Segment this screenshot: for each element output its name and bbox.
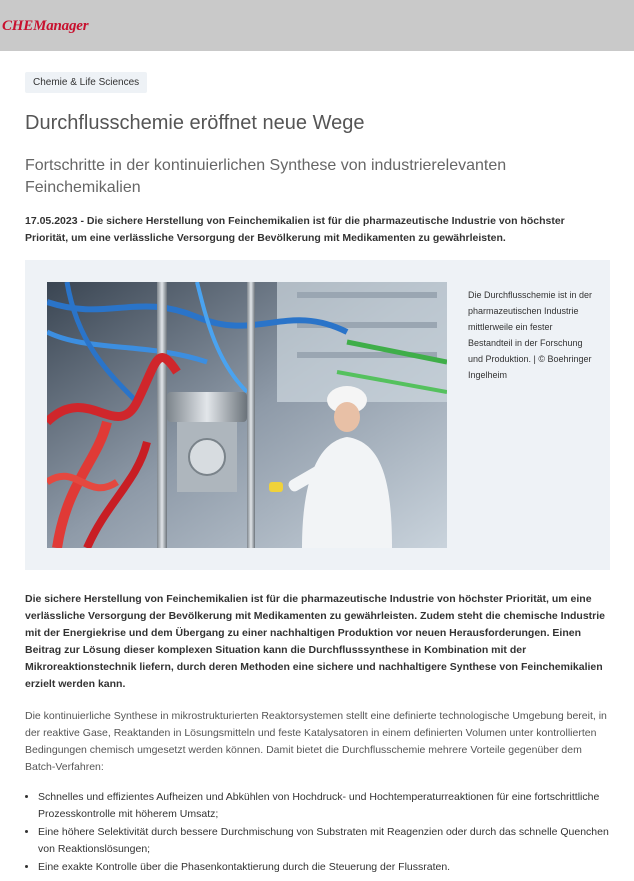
- lab-photo[interactable]: [47, 282, 447, 548]
- figure-caption: Die Durchflusschemie ist in der pharmazeutischen Industrie mittlerweile ein fester Bestandteil in der Forschung und Produktion. | © Boehringer Ingelheim: [468, 290, 593, 380]
- site-logo[interactable]: CHEManager: [2, 18, 89, 34]
- list-item: • Schnelles und effizientes Aufheizen und Abkühlen von Hochdruck- und Hochtemperaturreaktionen für eine fortschrittliche Prozesskontrolle mit höherem Umsatz;: [38, 789, 623, 823]
- article-lead: 17.05.2023 - Die sichere Herstellung von Feinchemikalien ist für die pharmazeutische Industrie von höchster Priorität, um eine verlässliche Versorgung der Bevölkerung mit Medikamenten zu gewährleisten.: [25, 215, 565, 244]
- list-item: • Eine höhere Selektivität durch bessere Durchmischung von Substraten mit Reagenzien oder durch das schnelle Quenchen von Reaktionslösungen;: [38, 824, 623, 858]
- advantages-list: [25, 789, 623, 877]
- article-subtitle: Fortschritte in der kontinuierlichen Synthese von industrierelevanten Feinchemikalien: [25, 157, 507, 196]
- category-tag[interactable]: Chemie & Life Sciences: [25, 72, 147, 93]
- article-paragraph: Die kontinuierliche Synthese in mikrostrukturierten Reaktorsystemen stellt eine definierte technologische Umgebung bereit, in der reaktive Gase, Reaktanden in Lösungsmitteln und feste Katalysatoren in einem definierten Volumen unter kontrollierten Bedingungen chemisch umgesetzt werden können. Damit bietet die Durchflusschemie mehrere Vorteile gegenüber dem Batch-Verfahren:: [25, 710, 607, 773]
- article-figure: [25, 260, 610, 570]
- article-page: [0, 51, 634, 881]
- site-header: [0, 0, 634, 51]
- article-intro: Die sichere Herstellung von Feinchemikalien ist für die pharmazeutische Industrie von höchster Priorität, um eine verlässliche Versorgung der Bevölkerung mit Medikamenten zu gewährleisten. Zudem steht die chemische Industrie mit der Energiekrise und dem Übergang zu einer nachhaltigen Produktion vor neuen Herausforderungen. Einen Beitrag zur Lösung dieser komplexen Situation kann die Durchflusssynthese in Kombination mit der Mikroreaktionstechnik liefern, durch deren Methoden eine sichere und nachhaltigere Synthese von Feinchemikalien erzielt werden kann.: [25, 593, 606, 690]
- article-title: Durchflusschemie eröffnet neue Wege: [25, 112, 365, 134]
- list-item: • Eine exakte Kontrolle über die Phasenkontaktierung durch die Steuerung der Flussraten.: [38, 859, 623, 876]
